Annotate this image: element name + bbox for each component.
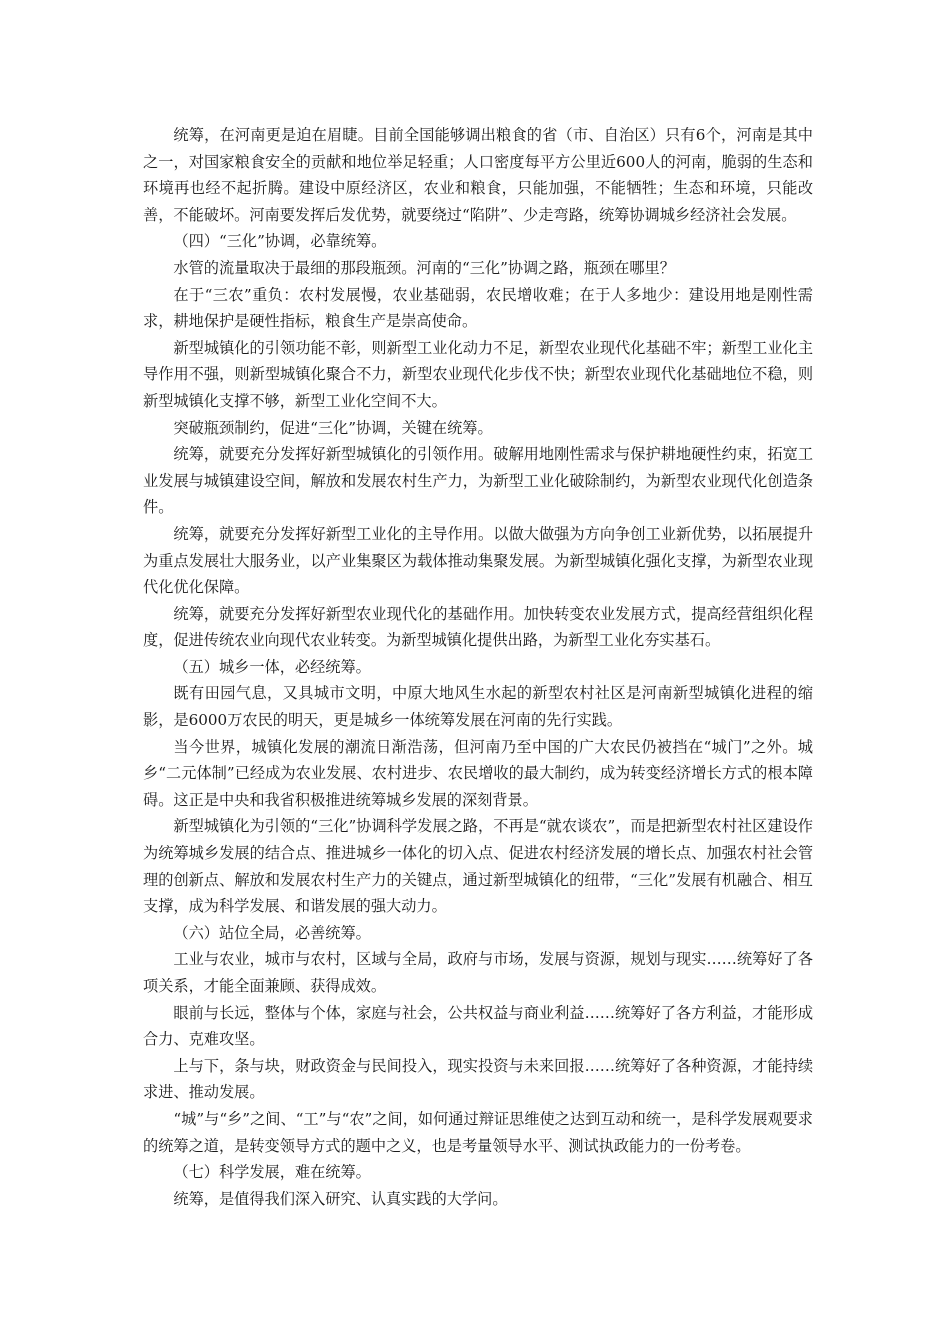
paragraph: 既有田园气息，又具城市文明，中原大地风生水起的新型农村社区是河南新型城镇化进程的缩影，是6000万农民的明天，更是城乡一体统筹发展在河南的先行实践。 xyxy=(143,684,813,730)
paragraph: 突破瓶颈制约，促进“三化”协调，关键在统筹。 xyxy=(173,418,493,437)
paragraph: 新型城镇化的引领功能不彰，则新型工业化动力不足，新型农业现代化基础不牢；新型工业化主导作用不强，则新型城镇化聚合不力，新型农业现代化步伐不快；新型农业现代化基础地位不稳，则新型城镇化支撑不够，新型工业化空间不大。 xyxy=(143,338,813,410)
document-body xyxy=(143,122,813,1212)
paragraph: 统筹，是值得我们深入研究、认真实践的大学问。 xyxy=(173,1189,508,1208)
paragraph: 统筹，就要充分发挥好新型城镇化的引领作用。破解用地刚性需求与保护耕地硬性约束，拓宽工业发展与城镇建设空间，解放和发展农村生产力，为新型工业化破除制约，为新型农业现代化创造条件。 xyxy=(143,445,813,517)
section-heading: （五）城乡一体，必经统筹。 xyxy=(173,657,371,676)
paragraph: 上与下，条与块，财政资金与民间投入，现实投资与未来回报……统筹好了各种资源，才能持续求进、推动发展。 xyxy=(143,1056,813,1102)
paragraph: 当今世界，城镇化发展的潮流日渐浩荡，但河南乃至中国的广大农民仍被挡在“城门”之外。城乡“二元体制”已经成为农业发展、农村进步、农民增收的最大制约，成为转变经济增长方式的根本障碍。这正是中央和我省积极推进统筹城乡发展的深刻背景。 xyxy=(143,737,813,809)
paragraph: “城”与“乡”之间、“工”与“农”之间，如何通过辩证思维使之达到互动和统一，是科学发展观要求的统筹之道，是转变领导方式的题中之义，也是考量领导水平、测试执政能力的一份考卷。 xyxy=(143,1109,813,1155)
section-heading: （六）站位全局，必善统筹。 xyxy=(173,923,371,942)
paragraph: 统筹，就要充分发挥好新型农业现代化的基础作用。加快转变农业发展方式，提高经营组织化程度，促进传统农业向现代农业转变。为新型城镇化提供出路，为新型工业化夯实基石。 xyxy=(143,604,813,650)
paragraph: 新型城镇化为引领的“三化”协调科学发展之路，不再是“就农谈农”，而是把新型农村社区建设作为统筹城乡发展的结合点、推进城乡一体化的切入点、促进农村经济发展的增长点、加强农村社会管理的创新点、解放和发展农村生产力的关键点，通过新型城镇化的纽带，“三化”发展有机融合、相互支撑，成为科学发展、和谐发展的强大动力。 xyxy=(143,817,813,916)
section-heading: （四）“三化”协调，必靠统筹。 xyxy=(173,232,387,251)
paragraph: 统筹，就要充分发挥好新型工业化的主导作用。以做大做强为方向争创工业新优势，以拓展提升为重点发展壮大服务业，以产业集聚区为载体推动集聚发展。为新型城镇化强化支撑，为新型农业现代化优化保障。 xyxy=(143,524,813,597)
section-heading: （七）科学发展，难在统筹。 xyxy=(173,1163,371,1182)
paragraph: 在于“三农”重负：农村发展慢，农业基础弱，农民增收难；在于人多地少：建设用地是刚性需求，耕地保护是硬性指标，粮食生产是崇高使命。 xyxy=(143,285,813,331)
paragraph: 水管的流量取决于最细的那段瓶颈。河南的“三化”协调之路，瓶颈在哪里？ xyxy=(173,258,675,277)
paragraph: 眼前与长远，整体与个体，家庭与社会，公共权益与商业利益……统筹好了各方利益，才能形成合力、克难攻坚。 xyxy=(143,1003,813,1049)
paragraph: 统筹，在河南更是迫在眉睫。目前全国能够调出粮食的省（市、自治区）只有6个，河南是其中之一，对国家粮食安全的贡献和地位举足轻重；人口密度每平方公里近600人的河南，脆弱的生态和环境再也经不起折腾。建设中原经济区，农业和粮食，只能加强，不能牺牲；生态和环境，只能改善，不能破坏。河南要发挥后发优势，就要绕过“陷阱”、少走弯路，统筹协调城乡经济社会发展。 xyxy=(143,126,813,224)
paragraph: 工业与农业，城市与农村，区域与全局，政府与市场，发展与资源，规划与现实……统筹好了各项关系，才能全面兼顾、获得成效。 xyxy=(143,950,813,995)
